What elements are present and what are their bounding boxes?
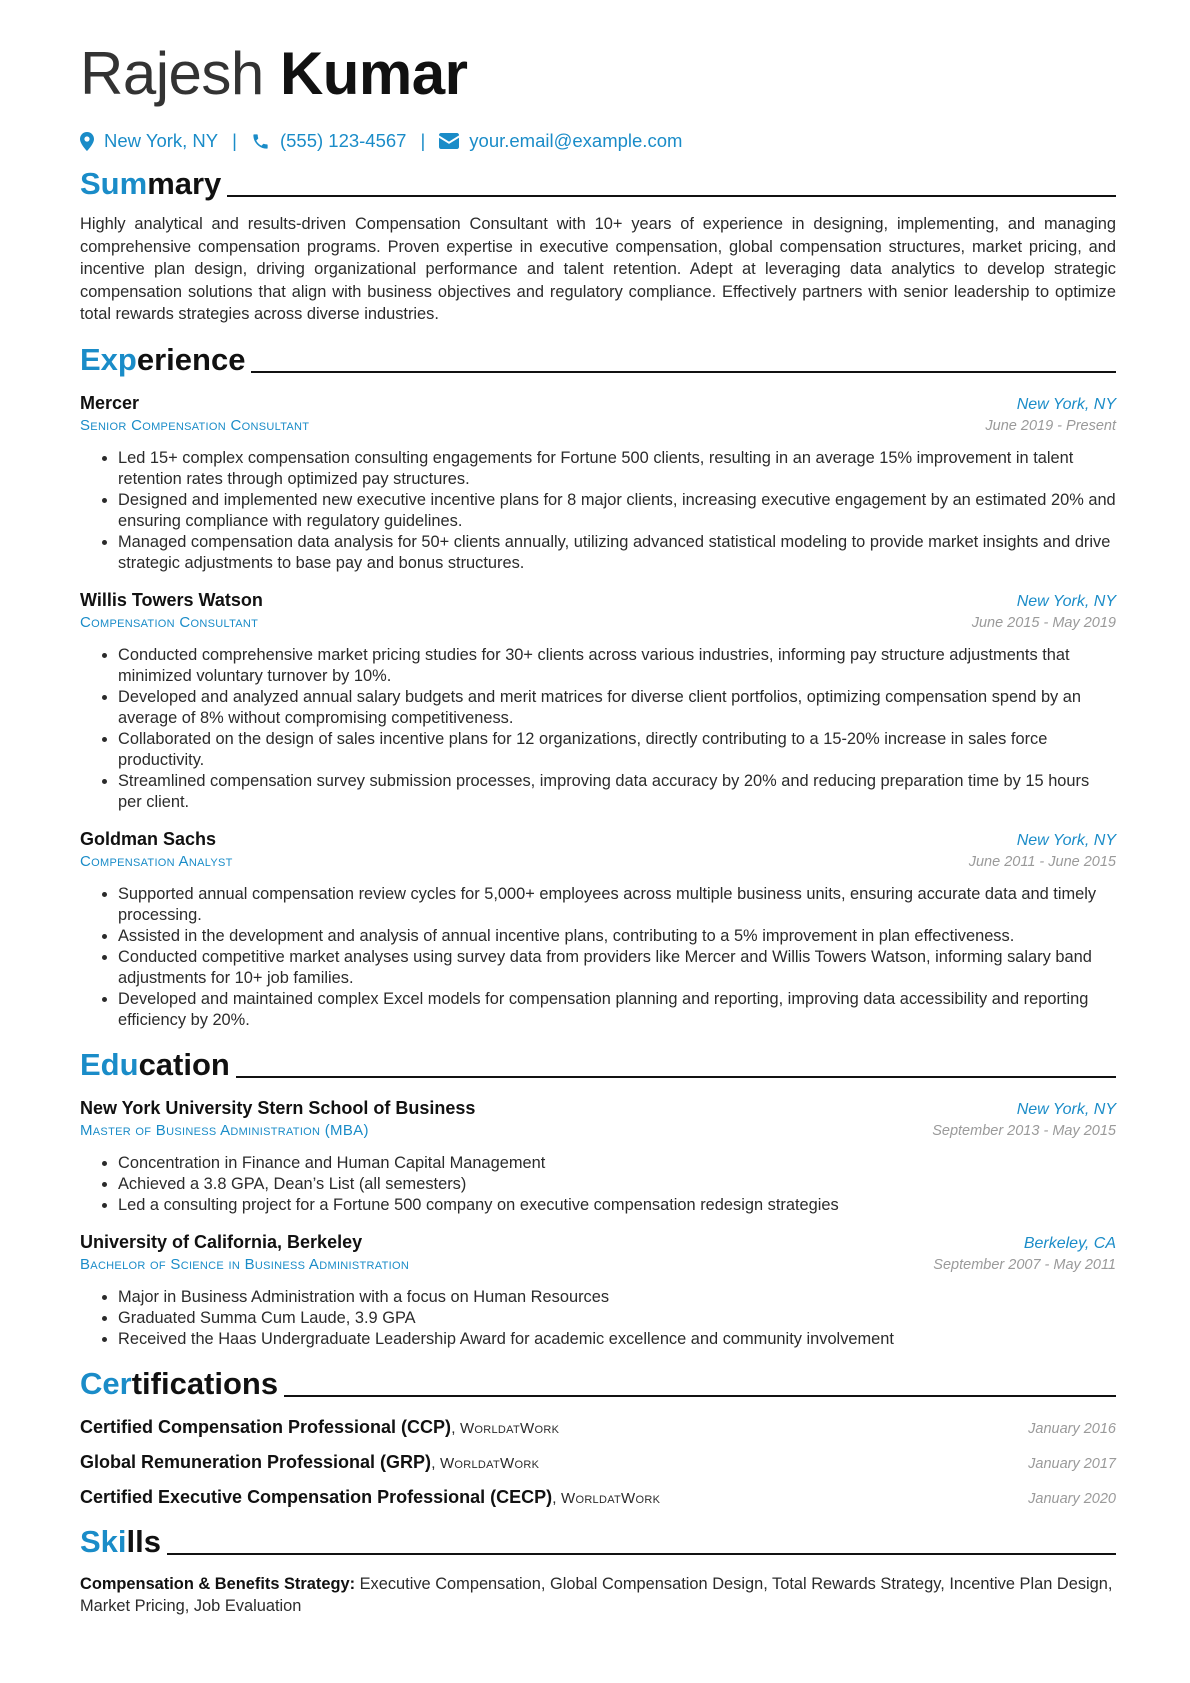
bullet-item: • Designed and implemented new executive incentive plans for 8 major clients, increasing executive engagement by an estimated 20% and ensuring compliance with regulatory guidelines.	[118, 490, 1116, 532]
skills-heading	[80, 1523, 1116, 1559]
certification-entry: Certified Compensation Professional (CCP), WorldatWork January 2016	[80, 1416, 1116, 1437]
school-dates: September 2013 - May 2015	[932, 1122, 1116, 1139]
certification-issuer: WorldatWork	[439, 1454, 540, 1472]
section-rule	[284, 1395, 1116, 1397]
certification-name: Certified Executive Compensation Professional (CECP)	[80, 1486, 553, 1507]
job-role: Senior Compensation Consultant	[80, 416, 310, 434]
bullet-item: • Led 15+ complex compensation consulting engagements for Fortune 500 clients, resulting in an average 15% improvement in talent retention rates through optimized pay structures.	[118, 448, 1116, 490]
education-bullets	[80, 1153, 1116, 1216]
first-name: Rajesh	[80, 40, 264, 107]
job-entry	[80, 393, 1116, 574]
section-title: Skills	[80, 1523, 161, 1559]
bullet-item: • Achieved a 3.8 GPA, Dean’s List (all semesters)	[118, 1174, 1116, 1195]
bullet-item: • Assisted in the development and analysis of annual incentive plans, contributing to a 5% improvement in plan effectiveness.	[118, 926, 1116, 947]
phone-icon	[251, 132, 270, 151]
bullet-item: • Conducted comprehensive market pricing studies for 30+ clients across various industries, informing pay structure adjustments that minimized voluntary turnover by 10%.	[118, 645, 1116, 687]
experience-heading	[80, 341, 1116, 377]
certification-name: Certified Compensation Professional (CCP)	[80, 1416, 452, 1437]
summary-heading	[80, 168, 1116, 199]
school-location: Berkeley, CA	[1023, 1234, 1116, 1252]
bullet-item: • Graduated Summa Cum Laude, 3.9 GPA	[118, 1308, 1116, 1329]
education-bullets	[80, 1287, 1116, 1350]
job-location: New York, NY	[1016, 395, 1116, 413]
bullet-item: • Received the Haas Undergraduate Leadership Award for academic excellence and community involvement	[118, 1329, 1116, 1350]
contact-separator: |	[420, 130, 426, 151]
education-heading	[80, 1046, 1116, 1082]
section-rule	[227, 195, 1116, 197]
bullet-item: • Concentration in Finance and Human Capital Management	[118, 1153, 1116, 1174]
email-item	[439, 130, 682, 152]
job-bullets	[80, 448, 1116, 574]
certification-date: January 2017	[1028, 1455, 1116, 1472]
job-entry	[80, 590, 1116, 813]
contact-separator: |	[232, 130, 237, 151]
job-location: New York, NY	[1016, 831, 1116, 849]
company-name: Willis Towers Watson	[80, 589, 263, 610]
certification-date: January 2020	[1028, 1490, 1116, 1507]
company-name: Goldman Sachs	[80, 828, 217, 849]
email-link[interactable]: your.email@example.com	[469, 130, 683, 151]
school-name: New York University Stern School of Business	[80, 1097, 476, 1118]
section-rule	[251, 371, 1116, 373]
certification-issuer: WorldatWork	[459, 1419, 560, 1437]
section-title: Education	[80, 1046, 230, 1082]
phone-item	[251, 130, 407, 152]
education-entry	[80, 1098, 1116, 1216]
certifications-heading	[80, 1365, 1116, 1401]
envelope-icon	[439, 133, 459, 149]
job-role: Compensation Analyst	[80, 852, 233, 870]
job-bullets	[80, 645, 1116, 813]
skill-list: Executive Compensation, Global Compensation Design, Total Rewards Strategy, Incentive Plan Design, Market Pricing, Job Evaluation	[80, 1574, 1113, 1615]
map-pin-icon	[80, 132, 94, 151]
certification-date: January 2016	[1028, 1420, 1116, 1437]
section-title: Summary	[80, 166, 222, 201]
section-title: Experience	[80, 341, 246, 377]
section-rule	[236, 1076, 1116, 1078]
skills-entry	[80, 1573, 1116, 1617]
phone-link[interactable]: (555) 123-4567	[279, 130, 407, 151]
bullet-item: • Supported annual compensation review cycles for 5,000+ employees across multiple business units, ensuring accurate data and timely processing.	[118, 884, 1116, 926]
candidate-name	[80, 40, 1116, 107]
job-role: Compensation Consultant	[80, 613, 259, 631]
certification-issuer: WorldatWork	[561, 1489, 661, 1507]
bullet-item: • Developed and analyzed annual salary budgets and merit matrices for diverse client portfolios, optimizing compensation spend by an average of 8% without compromising competitiveness.	[118, 687, 1116, 729]
school-dates: September 2007 - May 2011	[933, 1256, 1116, 1273]
job-dates: June 2015 - May 2019	[971, 614, 1116, 631]
skill-category: Compensation & Benefits Strategy:	[80, 1574, 356, 1593]
certification-name: Global Remuneration Professional (GRP)	[80, 1451, 432, 1472]
bullet-item: • Streamlined compensation survey submission processes, improving data accuracy by 20% and reducing preparation time by 15 hours per client.	[118, 771, 1116, 813]
last-name: Kumar	[279, 40, 468, 107]
certification-entry: Global Remuneration Professional (GRP), WorldatWork January 2017	[80, 1451, 1116, 1472]
location-item	[80, 130, 218, 152]
job-dates: June 2019 - Present	[985, 417, 1116, 434]
section-title: Certifications	[80, 1365, 279, 1401]
bullet-item: • Conducted competitive market analyses using survey data from providers like Mercer and Willis Towers Watson, informing salary band adjustments for 10+ job families.	[118, 947, 1116, 989]
company-name: Mercer	[80, 392, 140, 413]
bullet-item: • Major in Business Administration with a focus on Human Resources	[118, 1287, 1116, 1308]
contact-info	[80, 130, 1116, 152]
bullet-item: • Managed compensation data analysis for 50+ clients annually, utilizing advanced statistical modeling to provide market insights and drive strategic adjustments to base pay and bonus structures.	[118, 532, 1116, 574]
section-rule	[167, 1553, 1116, 1555]
summary-text: Highly analytical and results-driven Compensation Consultant with 10+ years of experience in designing, implementing, and managing comprehensive compensation programs. Proven expertise in executive compensation, global compensation structures, market pricing, and incentive plan design, driving organizational performance and talent retention. Adept at leveraging data analytics to develop strategic compensation solutions that align with business objectives and regulatory compliance. Effectively partners with senior leadership to optimize total rewards strategies across diverse industries.	[80, 215, 1116, 323]
job-dates: June 2011 - June 2015	[968, 853, 1116, 870]
degree: Bachelor of Science in Business Administration	[80, 1255, 410, 1273]
job-bullets	[80, 884, 1116, 1031]
degree: Master of Business Administration (MBA)	[80, 1121, 369, 1139]
job-location: New York, NY	[1016, 592, 1116, 610]
education-entry	[80, 1232, 1116, 1350]
certification-entry: Certified Executive Compensation Professional (CECP), WorldatWork January 2020	[80, 1486, 1116, 1507]
job-entry	[80, 829, 1116, 1031]
school-name: University of California, Berkeley	[80, 1231, 363, 1252]
location-text: New York, NY	[104, 130, 219, 151]
bullet-item: • Developed and maintained complex Excel models for compensation planning and reporting, improving data accessibility and reporting efficiency by 20%.	[118, 989, 1116, 1031]
school-location: New York, NY	[1016, 1100, 1116, 1118]
bullet-item: • Led a consulting project for a Fortune 500 company on executive compensation redesign strategies	[118, 1195, 1116, 1216]
bullet-item: • Collaborated on the design of sales incentive plans for 12 organizations, directly contributing to a 15-20% increase in sales force productivity.	[118, 729, 1116, 771]
